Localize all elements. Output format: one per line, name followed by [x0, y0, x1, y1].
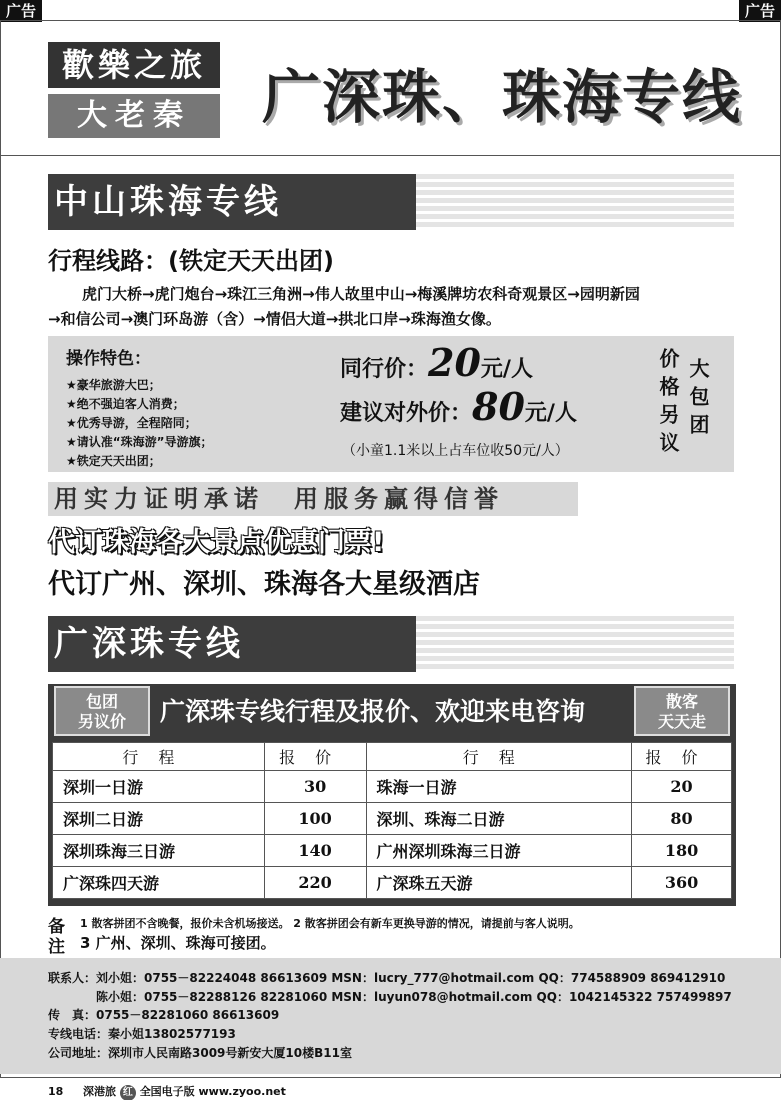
retail-price-label: 建议对外价： — [340, 401, 473, 426]
peer-price-label: 同行价： — [340, 357, 429, 382]
feature-item: ★豪华旅游大巴； — [66, 378, 161, 392]
route-name: 深圳、珠海二日游 — [366, 803, 632, 835]
feature-item: ★绝不强迫客人消费； — [66, 397, 185, 411]
features-title: 操作特色： — [66, 349, 151, 369]
logo-daloqin: 大老秦 — [48, 94, 220, 138]
section-title-zhongshan: 中山珠海专线 — [48, 174, 416, 230]
col-header-price: 报价 — [632, 743, 732, 771]
badge-line: 天天走 — [657, 712, 706, 731]
magazine-name: 深港旅 — [83, 1085, 116, 1098]
page-title: 广深珠、珠海专线 — [262, 63, 743, 131]
table-header-row — [53, 743, 732, 771]
route-line-1: 虎门大桥→虎门炮台→珠江三角洲→伟人故里中山→梅溪牌坊农科奇观景区→园明新园 — [82, 285, 640, 303]
badge-line: 另议价 — [77, 712, 126, 731]
header-divider — [0, 155, 781, 156]
price-table-title: 广深珠专线行程及报价、欢迎来电咨询 — [160, 697, 586, 726]
retail-price — [340, 384, 577, 429]
contact-line: 联系人：刘小姐：0755－82224048 86613609 MSN：lucry_777@hotmail.com QQ：774588909 869412910 — [48, 971, 726, 985]
route-name: 广深珠五天游 — [366, 867, 632, 899]
col-header-price: 报价 — [264, 743, 366, 771]
peer-price-unit: 元/人 — [480, 357, 533, 382]
hotline-line: 专线电话：秦小姐13802577193 — [48, 1027, 236, 1041]
footer — [48, 1083, 286, 1100]
route-name: 珠海一日游 — [366, 771, 632, 803]
route-price: 100 — [264, 803, 366, 835]
route-name: 深圳一日游 — [53, 771, 265, 803]
edition-text: 全国电子版 www.zyoo.net — [139, 1085, 286, 1098]
table-row — [53, 867, 732, 899]
badge-line: 散客 — [665, 692, 698, 711]
slogan-left: 用实力证明承诺 — [54, 485, 264, 513]
route-price: 140 — [264, 835, 366, 867]
table-row — [53, 835, 732, 867]
retail-price-value: 80 — [472, 384, 525, 429]
peer-price — [340, 340, 533, 385]
note-line-2: 3 广州、深圳、珠海可接团。 — [80, 934, 276, 952]
ad-tag-right: 广告 — [739, 0, 781, 22]
route-name: 广深珠四天游 — [53, 867, 265, 899]
route-name: 深圳珠海三日游 — [53, 835, 265, 867]
route-price: 220 — [264, 867, 366, 899]
contact-line: 陈小姐：0755－82288126 82281060 MSN：luyun078@hotmail.com QQ：1042145322 757499897 — [48, 990, 732, 1004]
feature-item: ★请认准“珠海游”导游旗； — [66, 435, 213, 449]
table-row — [53, 803, 732, 835]
col-header-route: 行程 — [53, 743, 265, 771]
ticket-promo: 代订珠海各大景点优惠门票! — [48, 527, 385, 558]
col-header-route: 行程 — [366, 743, 632, 771]
fax-line: 传 真：0755－82281060 86613609 — [48, 1008, 280, 1022]
peer-price-value: 20 — [428, 340, 481, 385]
magazine-logo: 红 — [120, 1085, 136, 1100]
side-note-group: 大包团 — [686, 358, 710, 442]
ad-tag-left: 广告 — [0, 0, 42, 22]
slogan — [48, 482, 578, 516]
route-price: 180 — [632, 835, 732, 867]
section-stripes — [416, 174, 734, 230]
feature-item: ★优秀导游，全程陪同； — [66, 416, 197, 430]
feature-item: ★铁定天天出团； — [66, 454, 161, 468]
notes-label: 备 — [48, 917, 65, 937]
route-price: 80 — [632, 803, 732, 835]
side-note-price: 价格另议 — [656, 348, 680, 460]
route-line-2: →和信公司→澳门环岛游（含）→情侣大道→拱北口岸→珠海渔女像。 — [48, 310, 501, 328]
notes-label: 注 — [48, 937, 65, 957]
hotel-promo: 代订广州、深圳、珠海各大星级酒店 — [48, 569, 480, 600]
price-note: （小童1.1米以上占车位收50元/人） — [342, 443, 569, 459]
section-stripes — [416, 616, 734, 672]
note-line-1: 1 散客拼团不含晚餐，报价未含机场接送。 2 散客拼团会有新车更换导游的情况，请提前与客人说明。 — [80, 917, 580, 930]
route-price: 20 — [632, 771, 732, 803]
route-price: 360 — [632, 867, 732, 899]
logo-huanle: 歡樂之旅 — [48, 42, 220, 88]
route-heading: 行程线路：(铁定天天出团) — [48, 247, 334, 275]
badge-group-tour — [54, 686, 150, 736]
section-title-gsz: 广深珠专线 — [48, 616, 416, 672]
address-line: 公司地址：深圳市人民南路3009号新安大厦10楼B11室 — [48, 1046, 352, 1060]
page-number: 18 — [48, 1085, 64, 1098]
route-price: 30 — [264, 771, 366, 803]
badge-daily-tour — [634, 686, 730, 736]
route-name: 广州深圳珠海三日游 — [366, 835, 632, 867]
slogan-right: 用服务赢得信誉 — [294, 485, 504, 513]
price-table — [52, 742, 732, 899]
table-row — [53, 771, 732, 803]
badge-line: 包团 — [85, 692, 118, 711]
route-name: 深圳二日游 — [53, 803, 265, 835]
retail-price-unit: 元/人 — [524, 401, 577, 426]
